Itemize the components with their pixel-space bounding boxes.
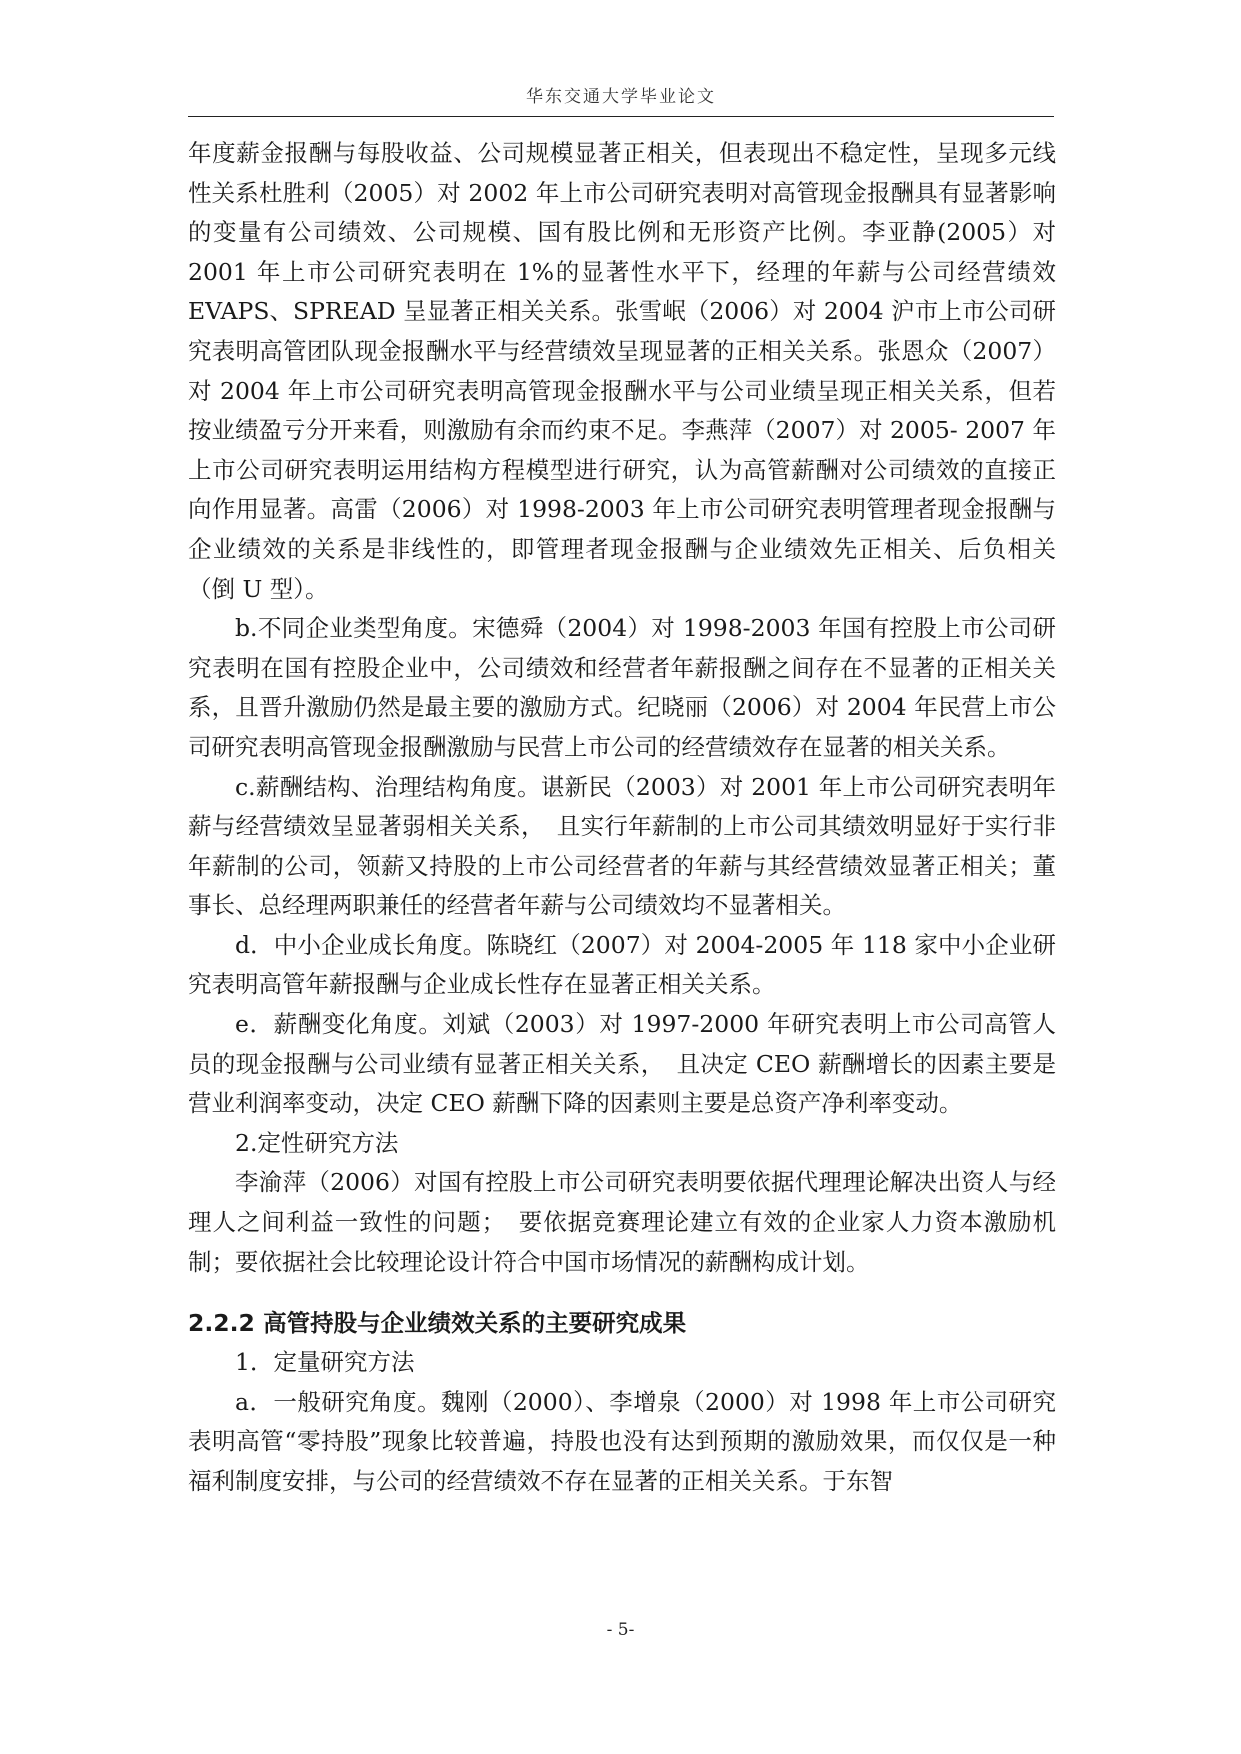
paragraph-continued: 年度薪金报酬与每股收益、公司规模显著正相关，但表现出不稳定性，呈现多元线性关系杜胜利（2005）对 2002 年上市公司研究表明对高管现金报酬具有显著影响的变量有公司绩效、公司规模、国有股比例和无形资产比例。李亚静(2005）对 2001 年上市公司研究表明在 1%的显著性水平下，经理的年薪与公司经营绩效 EVAPS、SPREAD 呈显著正相关关系。张雪岷（2006）对 2004 沪市上市公司研究表明高管团队现金报酬水平与经营绩效呈现显著的正相关关系。张恩众（2007）对 2004 年上市公司研究表明高管现金报酬水平与公司业绩呈现正相关关系，但若按业绩盈亏分开来看，则激励有余而约束不足。李燕萍（2007）对 2005- 2007 年上市公司研究表明运用结构方程模型进行研究，认为高管薪酬对公司绩效的直接正向作用显著。高雷（2006）对 1998-2003 年上市公司研究表明管理者现金报酬与企业绩效的关系是非线性的，即管理者现金报酬与企业绩效先正相关、后负相关（倒 U 型）。 (188, 139, 1056, 603)
paragraph-general-perspective: a．一般研究角度。魏刚（2000）、李增泉（2000）对 1998 年上市公司研究表明高管“零持股”现象比较普遍，持股也没有达到预期的激励效果，而仅仅是一种福利制度安排，与公司的经营绩效不存在显著的正相关关系。于东智 (188, 1387, 1056, 1495)
paragraph-sme-growth: d．中小企业成长角度。陈晓红（2007）对 2004-2005 年 118 家中小企业研究表明高管年薪报酬与企业成长性存在显著正相关关系。 (188, 930, 1056, 999)
page-body (188, 134, 1056, 1502)
paragraph-compensation-change: e．薪酬变化角度。刘斌（2003）对 1997-2000 年研究表明上市公司高管人员的现金报酬与公司业绩有显著正相关关系， 且决定 CEO 薪酬增长的因素主要是营业利润率变动，决定 CEO 薪酬下降的因素则主要是总资产净利率变动。 (188, 1010, 1056, 1118)
page-number: - 5- (606, 1620, 635, 1640)
paragraph-qualitative-research: 李渝萍（2006）对国有控股上市公司研究表明要依据代理理论解决出资人与经理人之间利益一致性的问题； 要依据竞赛理论建立有效的企业家人力资本激励机制；要依据社会比较理论设计符合中国市场情况的薪酬构成计划。 (188, 1168, 1056, 1276)
page-header-title: 华东交通大学毕业论文 (526, 87, 716, 107)
paragraph-compensation-structure: c.薪酬结构、治理结构角度。谌新民（2003）对 2001 年上市公司研究表明年薪与经营绩效呈显著弱相关关系， 且实行年薪制的上市公司其绩效明显好于实行非年薪制的公司，领薪又持股的上市公司经营者的年薪与其经营绩效显著正相关；董事长、总经理两职兼任的经营者年薪与公司绩效均不显著相关。 (188, 772, 1056, 920)
section-heading: 2.2.2 高管持股与企业绩效关系的主要研究成果 (188, 1309, 687, 1338)
paragraph-enterprise-type: b.不同企业类型角度。宋德舜（2004）对 1998-2003 年国有控股上市公司研究表明在国有控股企业中，公司绩效和经营者年薪报酬之间存在不显著的正相关关系，且晋升激励仍然是最主要的激励方式。纪晓丽（2006）对 2004 年民营上市公司研究表明高管现金报酬激励与民营上市公司的经营绩效存在显著的相关关系。 (188, 614, 1056, 761)
header-divider (188, 116, 1054, 117)
subheading-quantitative-method: 1．定量研究方法 (235, 1348, 415, 1377)
subheading-qualitative-method: 2.定性研究方法 (235, 1128, 399, 1157)
